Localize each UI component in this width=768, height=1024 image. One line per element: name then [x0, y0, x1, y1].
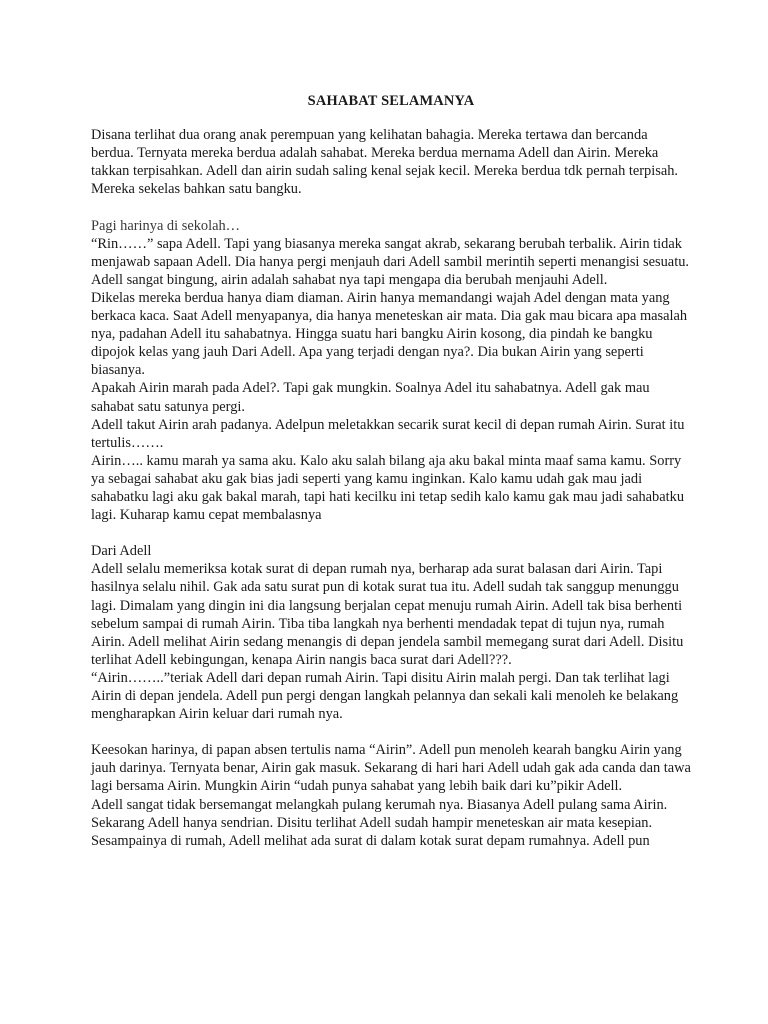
paragraph: Sesampainya di rumah, Adell melihat ada surat di dalam kotak surat depam rumahnya. Adell pun	[91, 832, 650, 849]
paragraph: Dari Adell	[91, 543, 152, 560]
paragraph: Adell selalu memeriksa kotak surat di depan rumah nya, berharap ada surat balasan dari Airin. Tapi hasilnya selalu nihil. Gak ada satu surat pun di kotak surat tua itu. Adell sudah tak sanggup menunggu lagi. Dimalam yang dingin ini dia langsung berjalan cepat menuju rumah Airin. Adell tak bisa berhenti sebelum sampai di rumah Airin. Tiba tiba langkah nya berhenti mendadak tepat di tujun nya, rumah Airin. Adell melihat Airin sedang menangis di depan jendela sambil memegang surat dari Adell. Disitu terlihat Adell kebingungan, kenapa Airin nangis baca surat dari Adell???.	[91, 561, 684, 668]
paragraph: “Rin……” sapa Adell. Tapi yang biasanya mereka sangat akrab, sekarang berubah terbalik. Airin tidak menjawab sapaan Adell. Dia hanya pergi menjauh dari Adell sambil merintih seperti menangisi sesuatu. Adell sangat bingung, airin adalah sahabat nya tapi mengapa dia berubah menjauhi Adell.	[91, 235, 689, 288]
paragraph: Dikelas mereka berdua hanya diam diaman. Airin hanya memandangi wajah Adel dengan mata yang berkaca kaca. Saat Adell menyapanya, dia hanya meneteskan air mata. Dia gak mau bicara apa masalah nya, padahan Adell itu sahabatnya. Hingga suatu hari bangku Airin kosong, dia pindah ke bangku dipojok kelas yang jauh Dari Adell. Apa yang terjadi dengan nya?. Dia bukan Airin yang seperti biasanya.	[91, 289, 688, 379]
paragraph: Pagi harinya di sekolah…	[91, 217, 241, 234]
paragraph: Keesokan harinya, di papan absen tertulis nama “Airin”. Adell pun menoleh kearah bangku Airin yang jauh darinya. Ternyata benar, Airin gak masuk. Sekarang di hari hari Adell udah gak ada canda dan tawa lagi bersama Airin. Mungkin Airin “udah punya sahabat yang lebih baik dari ku”pikir Adell.	[91, 742, 691, 795]
paragraph: “Airin……..”teriak Adell dari depan rumah Airin. Tapi disitu Airin malah pergi. Dan tak terlihat lagi Airin di depan jendela. Adell pun pergi dengan langkah pelannya dan sekali kali menoleh ke belakang mengharapkan Airin keluar dari rumah nya.	[91, 669, 679, 723]
paragraph-gap	[91, 198, 691, 216]
paragraph: Disana terlihat dua orang anak perempuan yang kelihatan bahagia. Mereka tertawa dan bercanda berdua. Ternyata mereka berdua adalah sahabat. Mereka berdua mernama Adell dan Airin. Mereka takkan terpisahkan. Adell dan airin sudah saling kenal sejak kecil. Mereka berdua tdk pernah terpisah. Mereka sekelas bahkan satu bangku.	[91, 127, 679, 198]
paragraph: Adell sangat tidak bersemangat melangkah pulang kerumah nya. Biasanya Adell pulang sama Airin. Sekarang Adell hanya sendrian. Disitu terlihat Adell sudah hampir meneteskan air mata kesepian.	[91, 796, 668, 831]
paragraph-gap	[91, 723, 691, 741]
document-title: SAHABAT SELAMANYA	[307, 93, 475, 109]
paragraph: Adell takut Airin arah padanya. Adelpun meletakkan secarik surat kecil di depan rumah Airin. Surat itu tertulis…….	[91, 416, 685, 451]
paragraph: Airin….. kamu marah ya sama aku. Kalo aku salah bilang aja aku bakal minta maaf sama kamu. Sorry ya sebagai sahabat aku gak bias jadi seperti yang kamu inginkan. Kalo kamu udah gak mau jadi sahabatku lagi aku gak bakal marah, tapi hati kecilku ini tetap sedih kalo kamu gak mau jadi sahabatku lagi. Kuharap kamu cepat membalasnya	[91, 452, 685, 524]
document-body	[91, 92, 691, 850]
paragraph: Apakah Airin marah pada Adel?. Tapi gak mungkin. Soalnya Adel itu sahabatnya. Adell gak mau sahabat satu satunya pergi.	[91, 380, 650, 415]
paragraph-gap	[91, 524, 691, 542]
